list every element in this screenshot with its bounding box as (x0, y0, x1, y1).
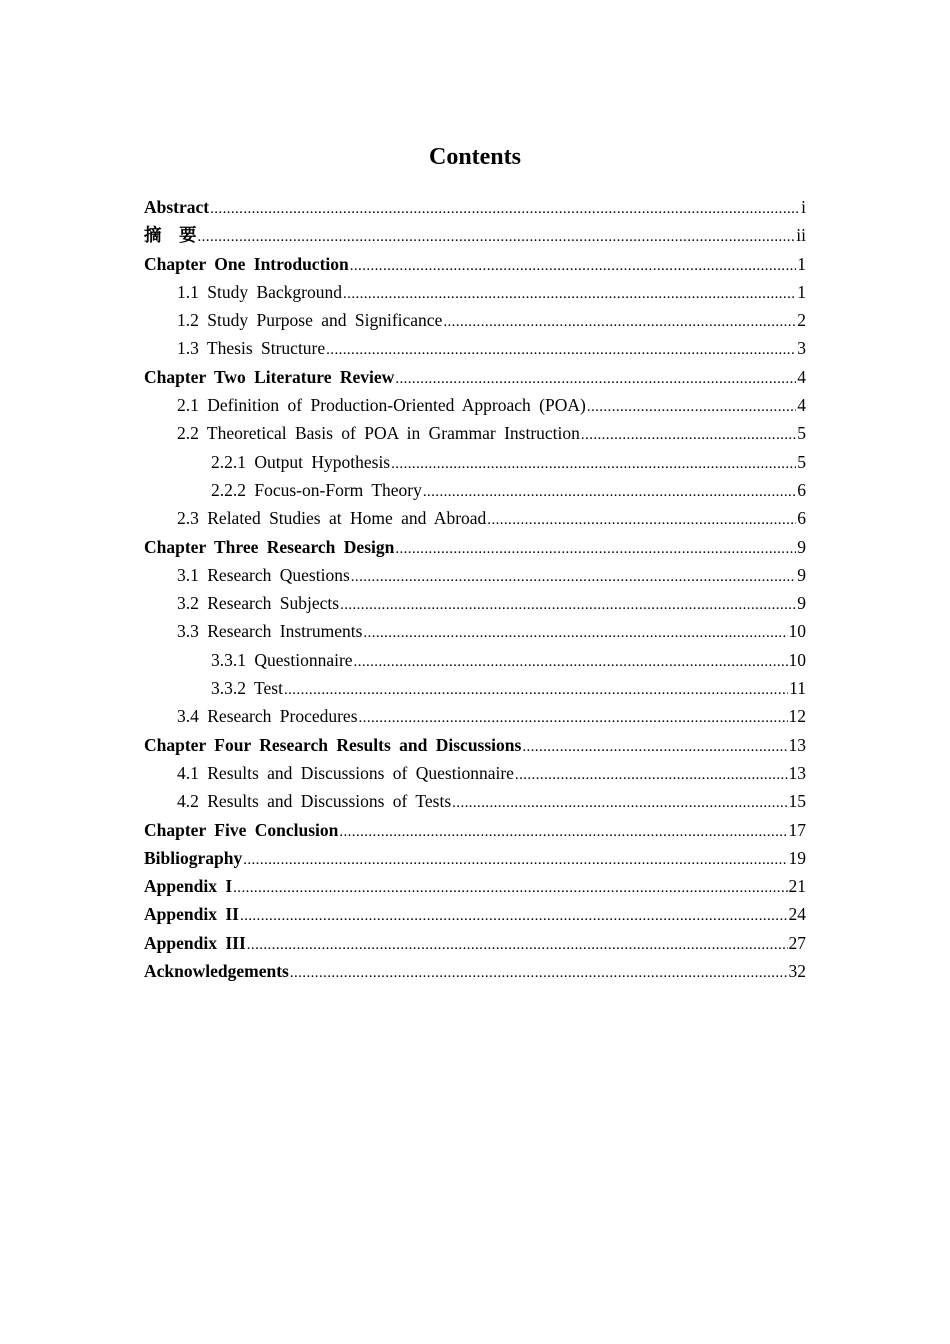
toc-page-number: 27 (788, 932, 806, 953)
toc-page-number: 10 (788, 621, 806, 642)
toc-entry-label: 3.3.2 Test (211, 678, 283, 699)
toc-entry-label: Chapter Three Research Design (144, 536, 395, 557)
dot-leader (581, 421, 796, 449)
dot-leader (243, 846, 787, 874)
toc-entry-label: 4.1 Results and Discussions of Questionnaire (177, 762, 514, 783)
toc-entry-label: 3.1 Research Questions (177, 564, 350, 585)
dot-leader (343, 280, 796, 308)
toc-entry-label: Chapter Four Research Results and Discussions (144, 734, 522, 755)
table-of-contents (144, 193, 806, 985)
dot-leader (522, 733, 787, 761)
toc-entry-label: 1.3 Thesis Structure (177, 338, 326, 359)
toc-entry-label: Appendix I (144, 876, 233, 897)
toc-entry-appendix-iii[interactable] (144, 929, 806, 957)
toc-entry-label: 2.3 Related Studies at Home and Abroad (177, 508, 487, 529)
toc-entry-label: Appendix II (144, 904, 239, 925)
toc-entry-chapter-two[interactable] (144, 363, 806, 391)
toc-page-number: 9 (797, 536, 806, 557)
dot-leader (233, 874, 787, 902)
toc-entry-2-1[interactable] (144, 391, 806, 419)
dot-leader (284, 676, 788, 704)
toc-page-number: i (801, 197, 806, 217)
toc-page-number: 6 (797, 479, 806, 500)
dot-leader (198, 223, 796, 251)
toc-page-number: 10 (788, 649, 806, 670)
toc-page-number: 21 (788, 876, 806, 897)
toc-page-number: 9 (797, 593, 806, 614)
toc-entry-chapter-three[interactable] (144, 533, 806, 561)
dot-leader (395, 535, 796, 563)
page-title: Contents (428, 144, 521, 171)
toc-page-number: 9 (797, 564, 806, 585)
toc-entry-chapter-one[interactable] (144, 250, 806, 278)
toc-entry-label: 1.1 Study Background (177, 281, 343, 302)
dot-leader (515, 761, 788, 789)
toc-entry-label: 3.4 Research Procedures (177, 706, 358, 727)
toc-page-number: 6 (797, 508, 806, 529)
toc-entry-2-3[interactable] (144, 504, 806, 532)
dot-leader (395, 365, 796, 393)
toc-page-number: 13 (788, 734, 806, 755)
toc-page-number: 19 (788, 847, 806, 868)
dot-leader (339, 818, 787, 846)
toc-entry-label: 1.2 Study Purpose and Significance (177, 310, 443, 331)
toc-entry-label: 4.2 Results and Discussions of Tests (177, 791, 452, 812)
toc-entry-label: Abstract (144, 197, 210, 217)
dot-leader (587, 393, 796, 421)
toc-entry-label: 2.2.1 Output Hypothesis (211, 451, 391, 472)
toc-entry-1-3[interactable] (144, 334, 806, 362)
dot-leader (326, 336, 796, 364)
toc-entry-appendix-i[interactable] (144, 872, 806, 900)
toc-entry-1-1[interactable] (144, 278, 806, 306)
toc-entry-abstract[interactable] (144, 193, 806, 221)
toc-entry-label: 2.1 Definition of Production-Oriented Approach (POA) (177, 395, 586, 416)
toc-entry-bibliography[interactable] (144, 844, 806, 872)
toc-page-number: 1 (797, 253, 806, 274)
toc-entry-acknowledgements[interactable] (144, 957, 806, 985)
toc-entry-label: 3.3 Research Instruments (177, 621, 363, 642)
toc-page-number: 32 (788, 961, 806, 982)
toc-entry-label: Chapter Five Conclusion (144, 819, 339, 840)
dot-leader (452, 789, 787, 817)
toc-page-number: ii (796, 225, 806, 246)
toc-page-number: 24 (788, 904, 806, 925)
dot-leader (240, 902, 788, 930)
toc-entry-appendix-ii[interactable] (144, 900, 806, 928)
toc-page-number: 11 (789, 678, 806, 699)
dot-leader (247, 931, 788, 959)
dot-leader (487, 506, 796, 534)
toc-entry-2-2[interactable] (144, 419, 806, 447)
toc-page-number: 17 (788, 819, 806, 840)
toc-entry-2-2-1[interactable] (144, 448, 806, 476)
toc-entry-chinese-abstract[interactable] (144, 221, 806, 249)
dot-leader (340, 591, 796, 619)
toc-entry-4-1[interactable] (144, 759, 806, 787)
toc-entry-3-3[interactable] (144, 617, 806, 645)
toc-entry-label: Acknowledgements (144, 961, 289, 982)
toc-entry-label: Appendix III (144, 932, 246, 953)
toc-entry-label: 3.3.1 Questionnaire (211, 649, 353, 670)
dot-leader (351, 563, 796, 591)
dot-leader (350, 252, 797, 280)
toc-entry-label: 2.2.2 Focus-on-Form Theory (211, 479, 422, 500)
toc-page-number: 13 (788, 762, 806, 783)
toc-entry-3-3-2[interactable] (144, 674, 806, 702)
dot-leader (354, 648, 788, 676)
toc-entry-3-1[interactable] (144, 561, 806, 589)
dot-leader (210, 195, 800, 223)
dot-leader (391, 450, 796, 478)
toc-page-number: 12 (788, 706, 806, 727)
toc-page-number: 4 (797, 366, 806, 387)
toc-entry-label: 3.2 Research Subjects (177, 593, 340, 614)
toc-entry-2-2-2[interactable] (144, 476, 806, 504)
toc-page-number: 2 (797, 310, 806, 331)
toc-entry-label: 2.2 Theoretical Basis of POA in Grammar Instruction (177, 423, 580, 444)
toc-entry-3-4[interactable] (144, 702, 806, 730)
dot-leader (359, 704, 788, 732)
toc-entry-3-3-1[interactable] (144, 646, 806, 674)
toc-page-number: 5 (797, 451, 806, 472)
toc-entry-chapter-four[interactable] (144, 731, 806, 759)
toc-entry-3-2[interactable] (144, 589, 806, 617)
toc-entry-chapter-five[interactable] (144, 816, 806, 844)
toc-entry-4-2[interactable] (144, 787, 806, 815)
toc-page-number: 15 (788, 791, 806, 812)
toc-page-number: 4 (797, 395, 806, 416)
dot-leader (443, 308, 796, 336)
toc-page-number: 3 (797, 338, 806, 359)
dot-leader (363, 619, 787, 647)
toc-page-number: 1 (797, 281, 806, 302)
toc-entry-label: 摘 要 (144, 225, 197, 246)
dot-leader (290, 959, 788, 987)
toc-entry-label: Chapter Two Literature Review (144, 366, 395, 387)
toc-page-number: 5 (797, 423, 806, 444)
toc-entry-1-2[interactable] (144, 306, 806, 334)
toc-entry-label: Bibliography (144, 847, 243, 868)
dot-leader (423, 478, 796, 506)
toc-entry-label: Chapter One Introduction (144, 253, 349, 274)
